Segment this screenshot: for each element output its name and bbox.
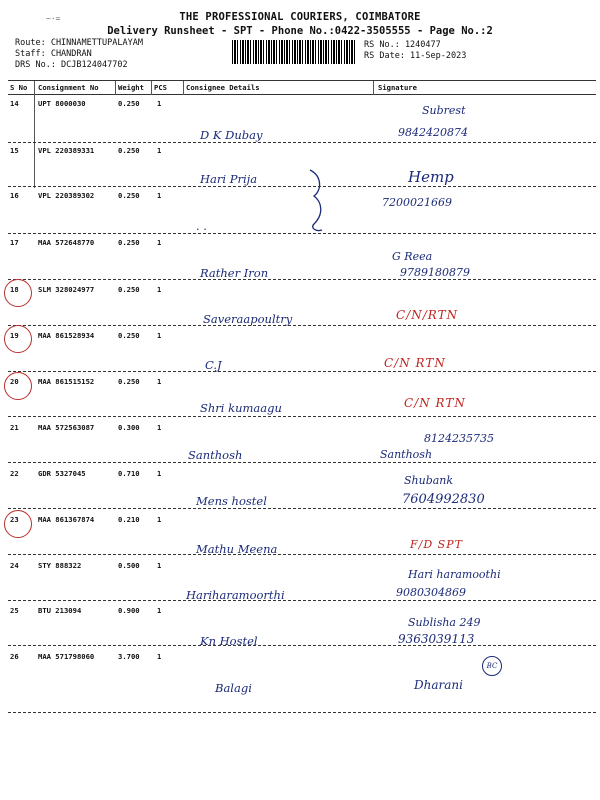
col-signature-header: Signature xyxy=(378,83,417,92)
col-divider xyxy=(115,81,116,95)
signature-handwriting: 7200021669 xyxy=(382,196,452,209)
runsheet-barcode xyxy=(232,40,356,64)
row-sno: 16 xyxy=(10,191,19,200)
row-sno: 25 xyxy=(10,606,19,615)
row-weight: 0.250 xyxy=(118,285,140,294)
consignee-handwriting: Mens hostel xyxy=(196,494,267,508)
row-weight: 0.900 xyxy=(118,606,140,615)
row-sno: 21 xyxy=(10,423,19,432)
consignee-handwriting: Hari Prija xyxy=(200,172,258,186)
row-separator xyxy=(8,279,596,280)
row-pcs: 1 xyxy=(157,191,162,200)
row-sno: 15 xyxy=(10,146,19,155)
signature-handwriting: 9842420874 xyxy=(398,126,468,139)
signature-handwriting: Hari haramoothi xyxy=(408,568,501,581)
row-separator xyxy=(8,371,596,372)
row-weight: 0.250 xyxy=(118,146,140,155)
row-sno: 14 xyxy=(10,99,19,108)
row-consignment: SLM 328024977 xyxy=(38,285,95,294)
col-consignee-header: Consignee Details xyxy=(186,83,260,92)
row-separator xyxy=(8,508,596,509)
row-weight: 0.250 xyxy=(118,99,140,108)
signature-handwriting: 8124235735 xyxy=(424,432,494,445)
row-weight: 3.700 xyxy=(118,652,140,661)
forward-remark: F/D SPT xyxy=(410,538,463,551)
row-weight: 0.250 xyxy=(118,238,140,247)
col-sno-header: S No xyxy=(10,83,28,92)
row-pcs: 1 xyxy=(157,515,162,524)
row-consignment: MAA 571798060 xyxy=(38,652,95,661)
col-pcs-header: PCS xyxy=(154,83,167,92)
rs-number-text: RS No.: 1240477 xyxy=(364,40,441,50)
col-consignment-header: Consignment No xyxy=(38,83,99,92)
row-sno: 20 xyxy=(10,377,19,386)
signature-handwriting: Dharani xyxy=(414,678,463,692)
red-circle-mark xyxy=(4,325,32,353)
runsheet-title: Delivery Runsheet - SPT - Phone No.:0422-3505555 - Page No.:2 xyxy=(107,25,493,37)
staff-text: Staff: CHANDRAN xyxy=(15,49,92,59)
signature-handwriting: 7604992830 xyxy=(402,492,485,507)
consignee-handwriting: Balagi xyxy=(215,681,252,695)
row-weight: 0.250 xyxy=(118,331,140,340)
company-title: THE PROFESSIONAL COURIERS, COIMBATORE xyxy=(179,11,421,23)
consignee-handwriting: Hariharamoorthi xyxy=(186,588,285,602)
runsheet-meta-right xyxy=(364,40,466,62)
signature-handwriting: 9080304869 xyxy=(396,586,466,599)
col-divider xyxy=(34,81,35,188)
signature-handwriting: Shubank xyxy=(404,474,454,487)
runsheet-meta-left xyxy=(15,38,143,71)
row-sno: 19 xyxy=(10,331,19,340)
consignee-handwriting: . . xyxy=(196,219,207,233)
signature-handwriting: Santhosh xyxy=(380,448,433,461)
row-consignment: MAA 861528934 xyxy=(38,331,95,340)
row-separator xyxy=(8,325,596,326)
row-pcs: 1 xyxy=(157,377,162,386)
row-consignment: BTU 213094 xyxy=(38,606,82,615)
consignee-handwriting: Santhosh xyxy=(188,448,243,462)
row-sno: 22 xyxy=(10,469,19,478)
route-text: Route: CHINNAMETTUPALAYAM xyxy=(15,38,143,48)
row-pcs: 1 xyxy=(157,606,162,615)
row-pcs: 1 xyxy=(157,423,162,432)
col-divider xyxy=(151,81,152,95)
consignee-handwriting: Saveraapoultry xyxy=(203,312,293,326)
consignee-handwriting: Rather Iron xyxy=(200,266,269,280)
row-consignment: GDR 5327045 xyxy=(38,469,86,478)
signature-handwriting: G Reea xyxy=(392,250,433,263)
row-consignment: MAA 572563087 xyxy=(38,423,95,432)
return-remark: C/N RTN xyxy=(404,396,466,410)
col-divider xyxy=(183,81,184,95)
row-weight: 0.250 xyxy=(118,191,140,200)
row-consignment: VPL 220389331 xyxy=(38,146,95,155)
row-weight: 0.710 xyxy=(118,469,140,478)
row-pcs: 1 xyxy=(157,99,162,108)
red-circle-mark xyxy=(4,510,32,538)
row-sno: 18 xyxy=(10,285,19,294)
row-consignment: UPT 8000030 xyxy=(38,99,86,108)
consignee-handwriting: Kn Hostel xyxy=(200,634,258,648)
drs-number-text: DRS No.: DCJB124047702 xyxy=(15,60,128,70)
row-separator xyxy=(8,600,596,601)
row-consignment: STY 888322 xyxy=(38,561,82,570)
row-sno: 17 xyxy=(10,238,19,247)
table-header-rule xyxy=(8,94,596,95)
row-separator xyxy=(8,712,596,713)
row-pcs: 1 xyxy=(157,652,162,661)
row-separator xyxy=(8,645,596,646)
col-weight-header: Weight xyxy=(118,83,144,92)
initials-stamp: BC xyxy=(482,656,502,676)
row-separator xyxy=(8,554,596,555)
red-circle-mark xyxy=(4,372,32,400)
row-pcs: 1 xyxy=(157,561,162,570)
consignee-handwriting: Mathu Meena xyxy=(196,542,278,556)
red-circle-mark xyxy=(4,279,32,307)
row-pcs: 1 xyxy=(157,331,162,340)
row-consignment: VPL 220389302 xyxy=(38,191,95,200)
consignee-handwriting: C.J xyxy=(205,358,222,372)
row-weight: 0.250 xyxy=(118,377,140,386)
row-separator xyxy=(8,462,596,463)
consignee-handwriting: Shri kumaagu xyxy=(200,401,282,415)
return-remark: C/N/RTN xyxy=(396,308,459,322)
row-separator xyxy=(8,142,596,143)
consignee-handwriting: D K Dubay xyxy=(200,128,263,142)
signature-handwriting: 9363039113 xyxy=(398,632,475,646)
row-consignment: MAA 572648770 xyxy=(38,238,95,247)
bracket-scribble xyxy=(300,166,330,236)
row-consignment: MAA 861367874 xyxy=(38,515,95,524)
row-sno: 26 xyxy=(10,652,19,661)
corner-scribble: ~·= xyxy=(46,14,61,23)
col-divider xyxy=(373,81,374,95)
row-weight: 0.500 xyxy=(118,561,140,570)
row-sno: 24 xyxy=(10,561,19,570)
row-sno: 23 xyxy=(10,515,19,524)
row-pcs: 1 xyxy=(157,238,162,247)
signature-handwriting: 9789180879 xyxy=(400,266,470,279)
table-header xyxy=(0,81,600,95)
row-pcs: 1 xyxy=(157,285,162,294)
row-consignment: MAA 861515152 xyxy=(38,377,95,386)
row-pcs: 1 xyxy=(157,469,162,478)
signature-handwriting: Subrest xyxy=(422,104,466,117)
signature-handwriting: Hemp xyxy=(408,168,454,186)
rs-date-text: RS Date: 11-Sep-2023 xyxy=(364,51,467,61)
row-pcs: 1 xyxy=(157,146,162,155)
row-separator xyxy=(8,416,596,417)
row-weight: 0.210 xyxy=(118,515,140,524)
row-weight: 0.300 xyxy=(118,423,140,432)
return-remark: C/N RTN xyxy=(384,356,446,370)
signature-handwriting: Sublisha 249 xyxy=(408,616,481,629)
